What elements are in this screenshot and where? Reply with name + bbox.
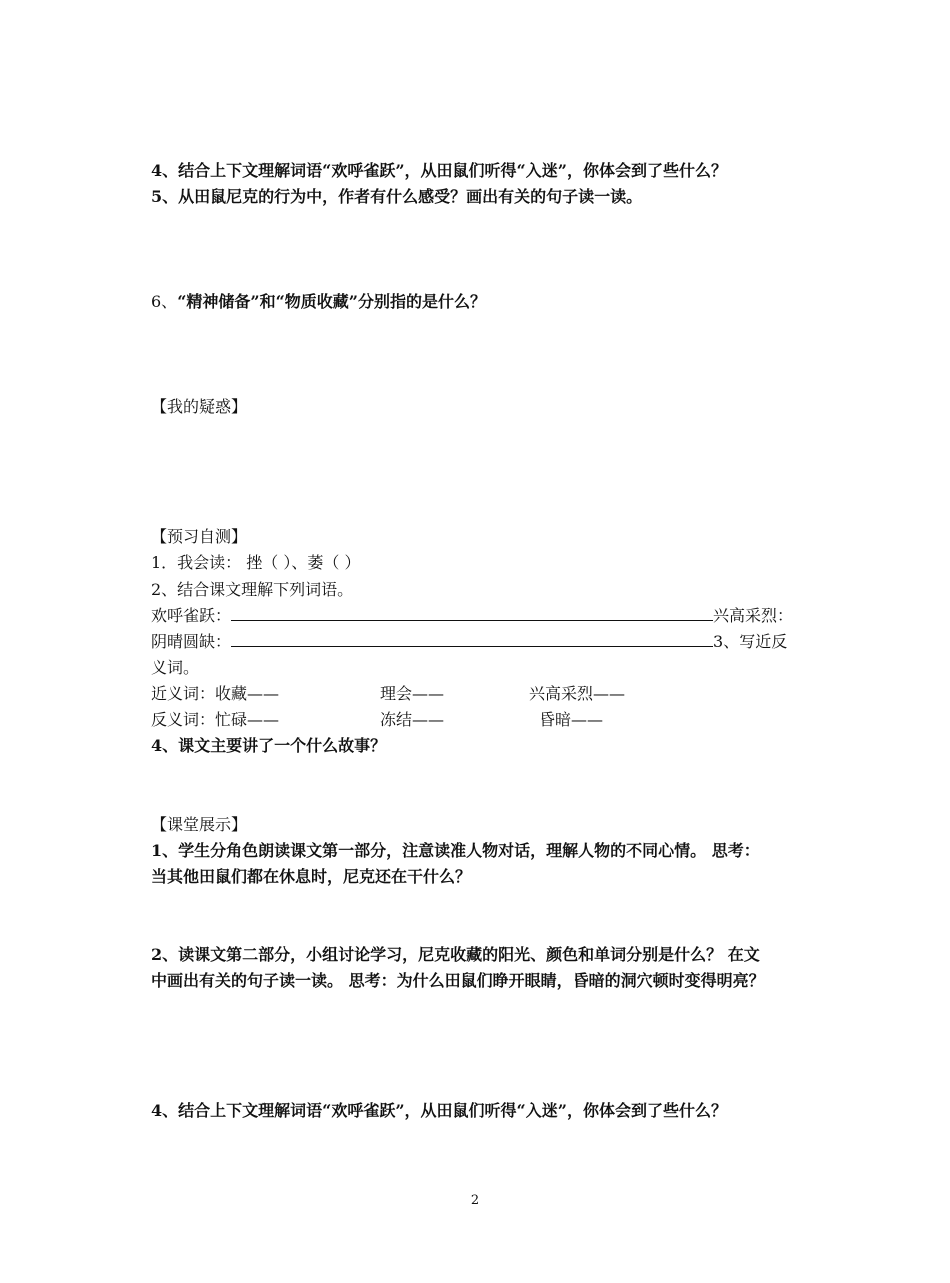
antonym-2: 冻结—— bbox=[380, 710, 445, 729]
doubts-heading: 【我的疑惑】 bbox=[151, 397, 248, 416]
classroom-question-4: 4、结合上下文理解词语“欢呼雀跃”，从田鼠们听得“入迷”，你体会到了些什么？ bbox=[151, 1101, 727, 1120]
synonym-3: 兴高采烈—— bbox=[529, 684, 626, 703]
word-2-blank bbox=[231, 632, 713, 647]
word-2-label: 阴晴圆缺： bbox=[151, 632, 232, 651]
top-question-4: 4、结合上下文理解词语“欢呼雀跃”，从田鼠们听得“入迷”，你体会到了些什么？ bbox=[151, 161, 727, 180]
q6-number: 6、 bbox=[151, 292, 178, 311]
preview-heading: 【预习自测】 bbox=[151, 527, 248, 546]
synonym-label: 近义词：收藏—— bbox=[151, 684, 280, 703]
classroom-p2-line1: 2、读课文第二部分，小组讨论学习，尼克收藏的阳光、颜色和单词分别是什么？ 在文 bbox=[151, 945, 760, 964]
preview-item-1: 1．我会读： 挫（ ）、萎（ ） bbox=[151, 553, 361, 572]
antonym-label: 反义词：忙碌—— bbox=[151, 710, 280, 729]
page-number: 2 bbox=[470, 1193, 480, 1208]
synonym-2: 理会—— bbox=[380, 684, 445, 703]
preview-item-2: 2、结合课文理解下列词语。 bbox=[151, 580, 354, 599]
classroom-heading: 【课堂展示】 bbox=[151, 815, 248, 834]
word-row-1 bbox=[151, 606, 793, 626]
q6-text: “精神储备”和“物质收藏”分别指的是什么？ bbox=[177, 292, 487, 311]
word-row-2 bbox=[151, 632, 787, 652]
classroom-p1-line1: 1、学生分角色朗读课文第一部分，注意读准人物对话，理解人物的不同心情。 思考： bbox=[151, 841, 760, 860]
top-question-5: 5、从田鼠尼克的行为中，作者有什么感受？画出有关的句子读一读。 bbox=[151, 187, 643, 206]
antonym-3: 昏暗—— bbox=[539, 710, 604, 729]
word-1-blank bbox=[231, 606, 713, 621]
word-row-2-cont: 义词。 bbox=[151, 658, 200, 677]
word-1-label: 欢呼雀跃： bbox=[151, 606, 232, 625]
classroom-p1-line2: 当其他田鼠们都在休息时，尼克还在干什么？ bbox=[151, 867, 472, 886]
preview-item-4: 4、课文主要讲了一个什么故事？ bbox=[151, 736, 387, 755]
top-question-6 bbox=[151, 292, 486, 312]
classroom-p2-line2: 中画出有关的句子读一读。 思考：为什么田鼠们睁开眼睛，昏暗的洞穴顿时变得明亮？ bbox=[151, 971, 765, 990]
word-1-after: 兴高采烈： bbox=[713, 606, 794, 625]
word-2-after: 3、写近反 bbox=[713, 632, 788, 651]
